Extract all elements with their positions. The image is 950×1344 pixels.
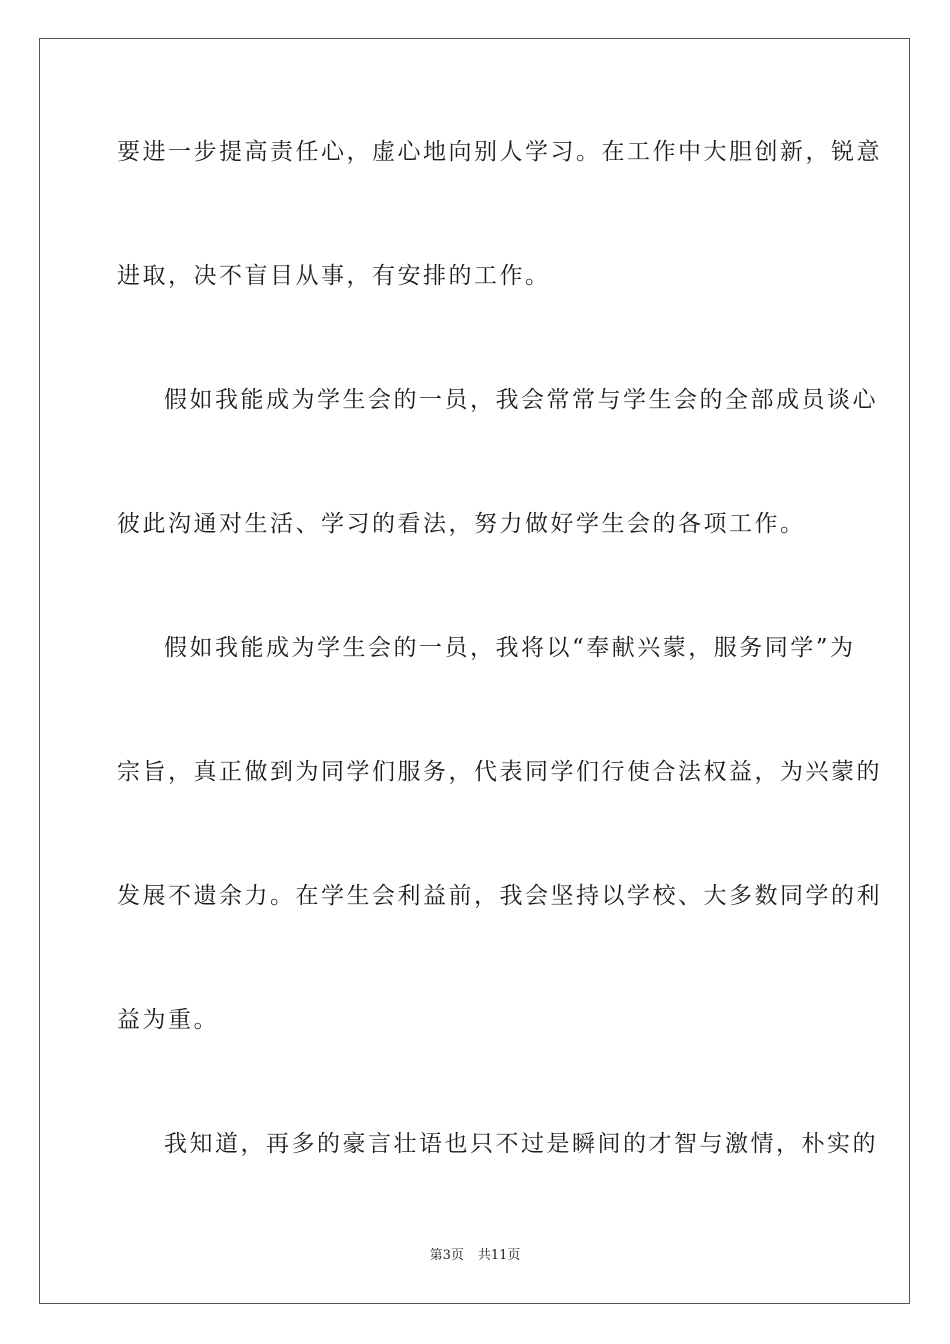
paragraph-line: 发展不遗余力。在学生会利益前，我会坚持以学校、大多数同学的利 [117,883,882,909]
paragraph-line: 假如我能成为学生会的一员，我将以“奉献兴蒙，服务同学”为 [164,635,856,661]
page-total: 共11页 [477,1248,521,1263]
page-footer [0,1247,950,1265]
paragraph-line: 进取，决不盲目从事，有安排的工作。 [117,263,551,289]
paragraph-line: 要进一步提高责任心，虚心地向别人学习。在工作中大胆创新，锐意 [117,139,882,165]
page-number: 第3页 [429,1248,464,1263]
paragraph-line: 假如我能成为学生会的一员，我会常常与学生会的全部成员谈心 [164,387,878,413]
paragraph-line: 彼此沟通对生活、学习的看法，努力做好学生会的各项工作。 [117,511,806,537]
paragraph-line: 宗旨，真正做到为同学们服务，代表同学们行使合法权益，为兴蒙的 [117,759,882,785]
paragraph-line: 我知道，再多的豪言壮语也只不过是瞬间的才智与激情，朴实的 [164,1131,878,1157]
page-border [39,38,910,1304]
paragraph-line: 益为重。 [117,1007,219,1033]
